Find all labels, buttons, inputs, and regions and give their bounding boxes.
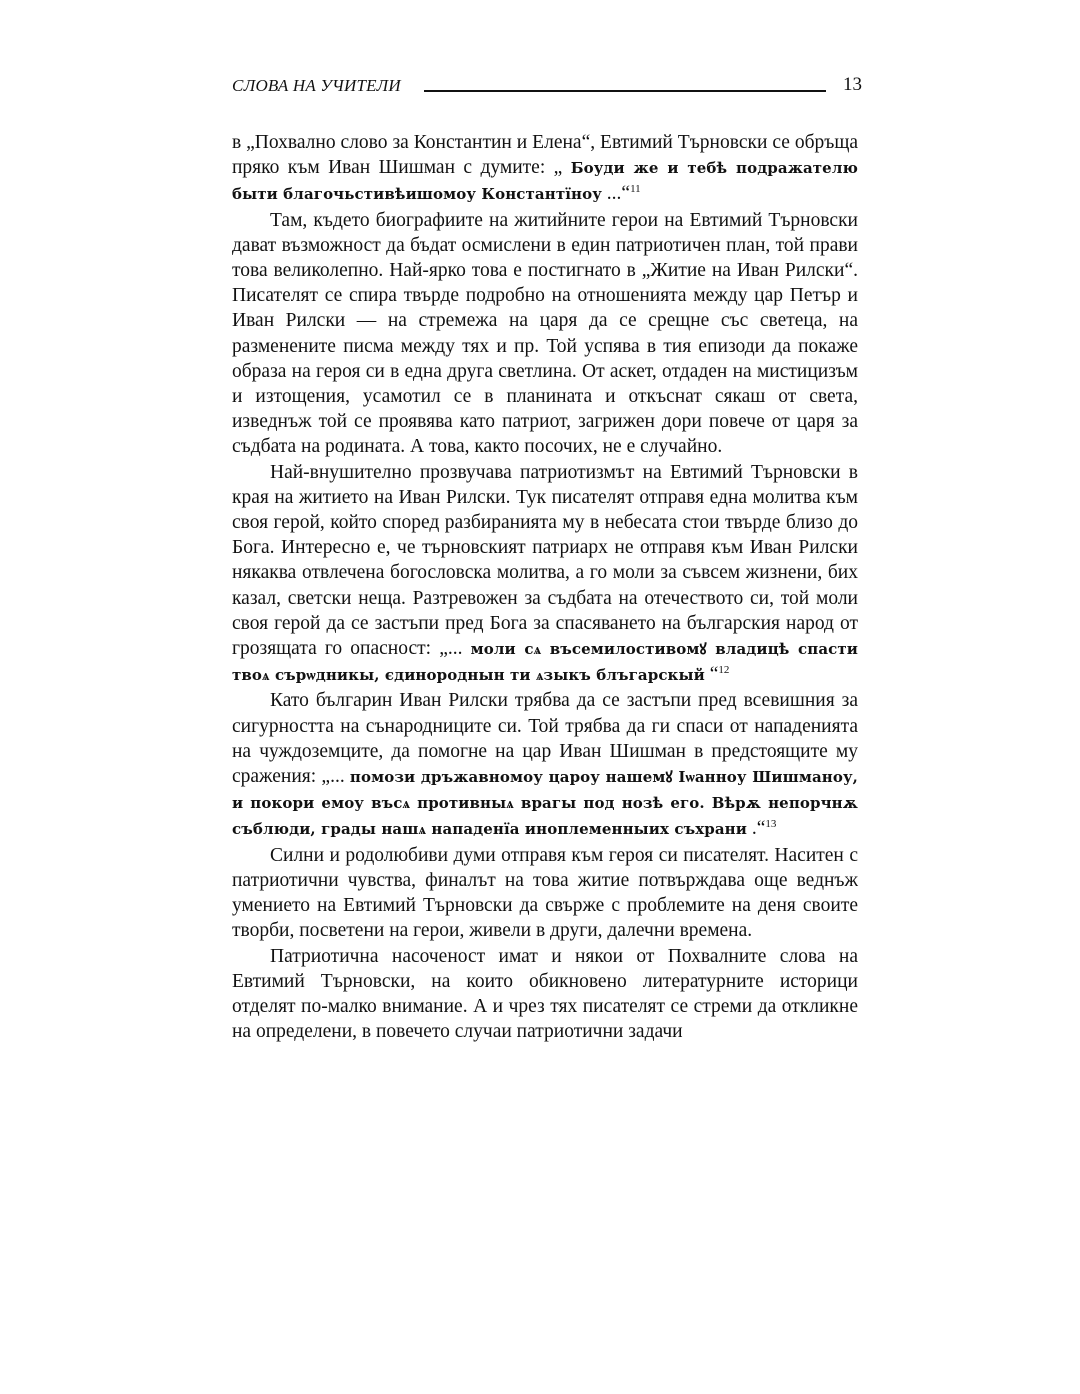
quote-close: “ bbox=[704, 664, 719, 686]
footnote-marker: 11 bbox=[630, 183, 641, 196]
paragraph bbox=[232, 843, 858, 944]
paragraph-text: в „Похвално слово за Константин и Елена“, Евтимий Търновски се обръща пряко към Иван Шишман с думите: „ bbox=[232, 132, 858, 179]
paragraph-text: Най-внушително прозвучава патриотизмът на Евтимий Търновски в края на житието на Иван Рилски. Тук писателят отправя една молитва към своя герой, който според разбиранията му в небесата стои твърде близо до Бога. Интересно е, че търновският патриарх не отправя към Иван Рилски някаква отвлечена богословска молитва, а го моли за съвсем жизнени, бих казал, светски неща. Разтревожен за съдбата на отечеството си, той моли своя герой да се застъпи пред Бога за спасяването на българския народ от грозящата го опасност: „... bbox=[232, 461, 858, 660]
header-rule bbox=[424, 90, 826, 92]
footnote-marker: 13 bbox=[765, 818, 777, 831]
paragraph bbox=[232, 130, 858, 208]
page-number: 13 bbox=[843, 74, 862, 95]
paragraph-text: Силни и родолюбиви думи отправя към героя си писателят. Наситен с патриотични чувства, финалът на това житие потвърждава още веднъж умението на Евтимий Търновски да свърже с проблемите на деня своите творби, посветени на герои, живели в други, далечни времена. bbox=[232, 844, 858, 942]
quote-close: .“ bbox=[746, 818, 766, 840]
paragraph bbox=[232, 944, 858, 1045]
running-title: СЛОВА НА УЧИТЕЛИ bbox=[232, 76, 401, 95]
paragraph bbox=[232, 688, 858, 842]
slavonic-quote: Боуди же и тебѣ подражателю быти благочьстивѣишомоу Константїноу bbox=[232, 159, 858, 204]
quote-close: ...“ bbox=[601, 183, 631, 205]
paragraph bbox=[232, 460, 858, 689]
footnote-marker: 12 bbox=[718, 664, 730, 677]
paragraph-text: Там, където биографиите на житийните герои на Евтимий Търновски дават възможност да бъдат осмислени в един патриотичен план, той прави това великолепно. Най-ярко това е постигнато в „Житие на Иван Рилски“. Писателят се спира твърде подробно на отношенията между цар Петър и Иван Рилски — на стремежа на царя да се срещне със светеца, на разменените писма между тях и пр. Той успява в тия епизоди да покаже образа на героя си в една друга светлина. От аскет, отдаден на мистицизъм и изтощения, усамотил се в планината и откъснат сякаш от света, изведнъж той се проявява като патриот, загрижен дори повече от царя за съдбата на родината. А това, както посочих, не е случайно. bbox=[232, 209, 858, 458]
running-header bbox=[232, 74, 862, 102]
paragraph-text: Като българин Иван Рилски трябва да се застъпи пред всевишния за сигурността на сънародниците си. Той трябва да ги спаси от нападенията на чуждоземците, да помогне на цар Иван Шишман в предстоящите му сражения: „... bbox=[232, 690, 858, 788]
paragraph bbox=[232, 208, 858, 460]
body-text bbox=[232, 130, 858, 1044]
slavonic-quote: помози дръжавномоу цароу нашемꙋ Іѡанноу Шишманоу, и покори емоу въсѧ противныѧ врагы под нозѣ его. Вѣрѫ непорчнѫ съблюди, грады нашѧ нападенїа иноплеменныих съхрани bbox=[232, 768, 858, 839]
slavonic-quote: моли сѧ въсемилостивомꙋ владицѣ спасти твоѧ сърѡдникы, єдинороднын ти ѧзыкъ блъгарскый bbox=[232, 640, 858, 685]
paragraph-text: Патриотична насоченост имат и някои от Похвалните слова на Евтимий Търновски, на които обикновено литературните историци отделят по-малко внимание. А и чрез тях писателят се стреми да откликне на определени, в повечето случаи патриотични задачи bbox=[232, 945, 858, 1043]
